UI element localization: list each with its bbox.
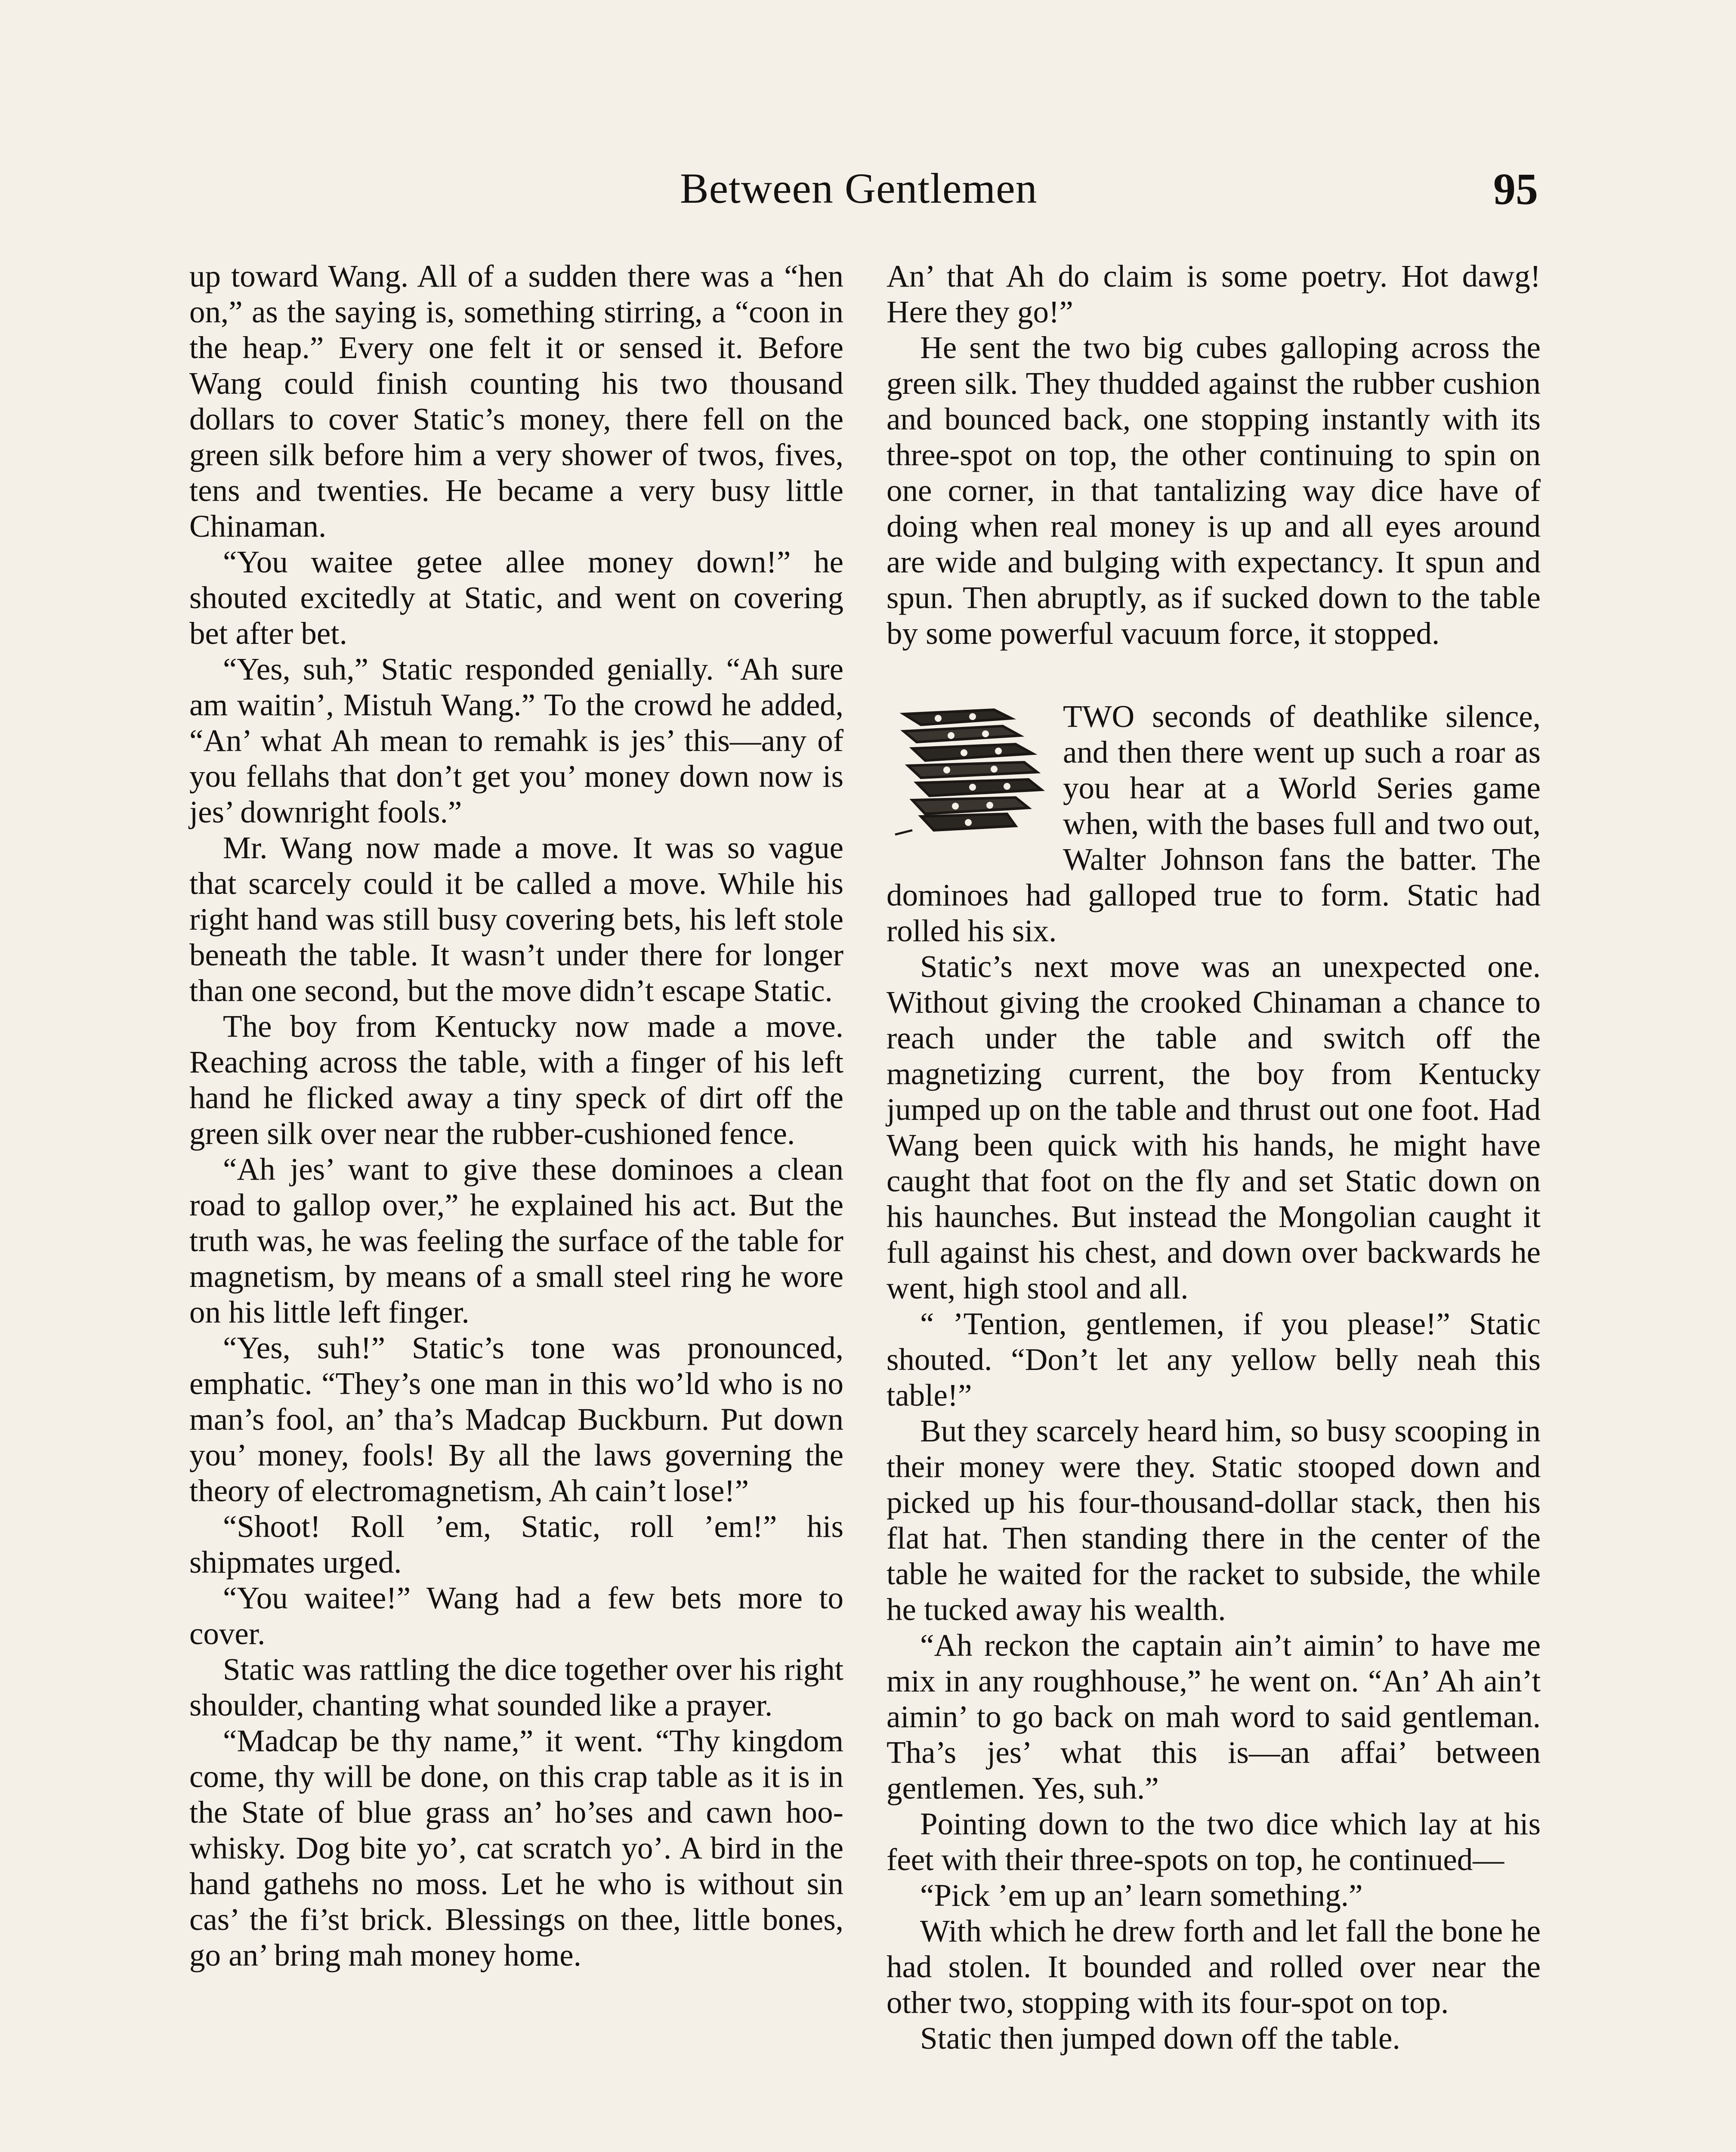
paragraph: An’ that Ah do claim is some poetry. Hot dawg! Here they go!”	[887, 259, 1541, 329]
paragraph: “Pick ’em up an’ learn something.”	[920, 1878, 1363, 1913]
paragraph: The boy from Kentucky now made a move. Reaching across the table, with a finger of his left hand he flicked away a tiny speck of dirt off the green silk over near the rubber-cushioned fence.	[189, 1009, 843, 1151]
paragraph: up toward Wang. All of a sudden there was a “hen on,” as the saying is, something stirring, a “coon in the heap.” Every one felt it or sensed it. Before Wang could finish counting his two thousand dollars to cover Static’s money, there fell on the green silk before him a very shower of twos, fives, tens and twenties. He became a very busy little Chinaman.	[189, 259, 843, 544]
dropcap-paragraph	[887, 699, 1541, 949]
paragraph: But they scarcely heard him, so busy scooping in their money were they. Static stooped down and picked up his four-thousand-dollar stack, then his flat hat. Then standing there in the center of the table he waited for the racket to subside, the while he tucked away his wealth.	[887, 1413, 1541, 1627]
paragraph: “You waitee getee allee money down!” he shouted excitedly at Static, and went on covering bet after bet.	[189, 544, 843, 651]
running-head	[0, 164, 1736, 224]
paragraph: “ ’Tention, gentlemen, if you please!” Static shouted. “Don’t let any yellow belly neah this table!”	[887, 1306, 1541, 1413]
paragraph: Static’s next move was an unexpected one. Without giving the crooked Chinaman a chance to reach under the table and switch off the magnetizing current, the boy from Kentucky jumped up on the table and thrust out one foot. Had Wang been quick with his hands, he might have caught that foot on the fly and set Static down on his haunches. But instead the Mongolian caught it full against his chest, and down over backwards he went, high stool and all.	[887, 949, 1541, 1305]
paragraph: “Ah reckon the captain ain’t aimin’ to have me mix in any roughhouse,” he went on. “An’ Ah ain’t aimin’ to go back on mah word to said gentleman. Tha’s jes’ what this is—an affai’ between gentlemen. Yes, suh.”	[887, 1628, 1541, 1806]
paragraph: With which he drew forth and let fall the bone he had stolen. It bounded and rolled over near the other two, stopping with its four-spot on top.	[887, 1914, 1541, 2020]
running-title: Between Gentlemen	[680, 164, 1038, 212]
page-number: 95	[1493, 164, 1538, 214]
paragraph: Static then jumped down off the table.	[920, 2021, 1400, 2056]
paragraph: He sent the two big cubes galloping across the green silk. They thudded against the rubber cushion and bounced back, one stopping instantly with its three-spot on top, the other continuing to spin on one corner, in that tantalizing way dice have of doing when real money is up and all eyes around are wide and bulging with expectancy. It spun and spun. Then abruptly, as if sucked down to the table by some powerful vacuum force, it stopped.	[887, 330, 1541, 651]
paragraph: “Yes, suh,” Static responded genially. “Ah sure am waitin’, Mistuh Wang.” To the crowd he added, “An’ what Ah mean to remahk is jes’ this—any of you fellahs that don’t get you’ money down now is jes’ downright fools.”	[189, 652, 843, 829]
paragraph: Static was rattling the dice together over his right shoulder, chanting what sounded like a prayer.	[189, 1652, 843, 1722]
left-column	[189, 258, 843, 1973]
paragraph: “Yes, suh!” Static’s tone was pronounced, emphatic. “They’s one man in this wo’ld who is no man’s fool, an’ tha’s Madcap Buckburn. Put down you’ money, fools! By all the laws governing the theory of electromagnetism, Ah cain’t lose!”	[189, 1330, 843, 1508]
paragraph: “You waitee!” Wang had a few bets more to cover.	[189, 1580, 843, 1651]
paragraph: “Ah jes’ want to give these dominoes a clean road to gallop over,” he explained his act. But the truth was, he was feeling the surface of the table for magnetism, by means of a small steel ring he wore on his little left finger.	[189, 1152, 843, 1330]
dice-stack-ornament-icon	[887, 701, 1050, 843]
paragraph: Pointing down to the two dice which lay at his feet with their three-spots on top, he continued—	[887, 1806, 1541, 1877]
right-column	[887, 258, 1541, 2056]
paragraph: “Madcap be thy name,” it went. “Thy kingdom come, thy will be done, on this crap table as it is in the State of blue grass an’ ho’ses and cawn hoo-whisky. Dog bite yo’, cat scratch yo’. A bird in the hand gathehs no moss. Let he who is without sin cas’ the fi’st brick. Blessings on thee, little bones, go an’ bring mah money home.	[189, 1723, 843, 1973]
section-break	[887, 651, 1541, 699]
paragraph: “Shoot! Roll ’em, Static, roll ’em!” his shipmates urged.	[189, 1509, 843, 1580]
paragraph-text: TWO seconds of deathlike silence, and then there went up such a roar as you hear at a World Series game when, with the bases full and two out, Walter Johnson fans the batter. The dominoes had galloped true to form. Static had rolled his six.	[887, 699, 1541, 948]
paragraph: Mr. Wang now made a move. It was so vague that scarcely could it be called a move. While his right hand was still busy covering bets, his left stole beneath the table. It wasn’t under there for longer than one second, but the move didn’t escape Static.	[189, 830, 843, 1008]
